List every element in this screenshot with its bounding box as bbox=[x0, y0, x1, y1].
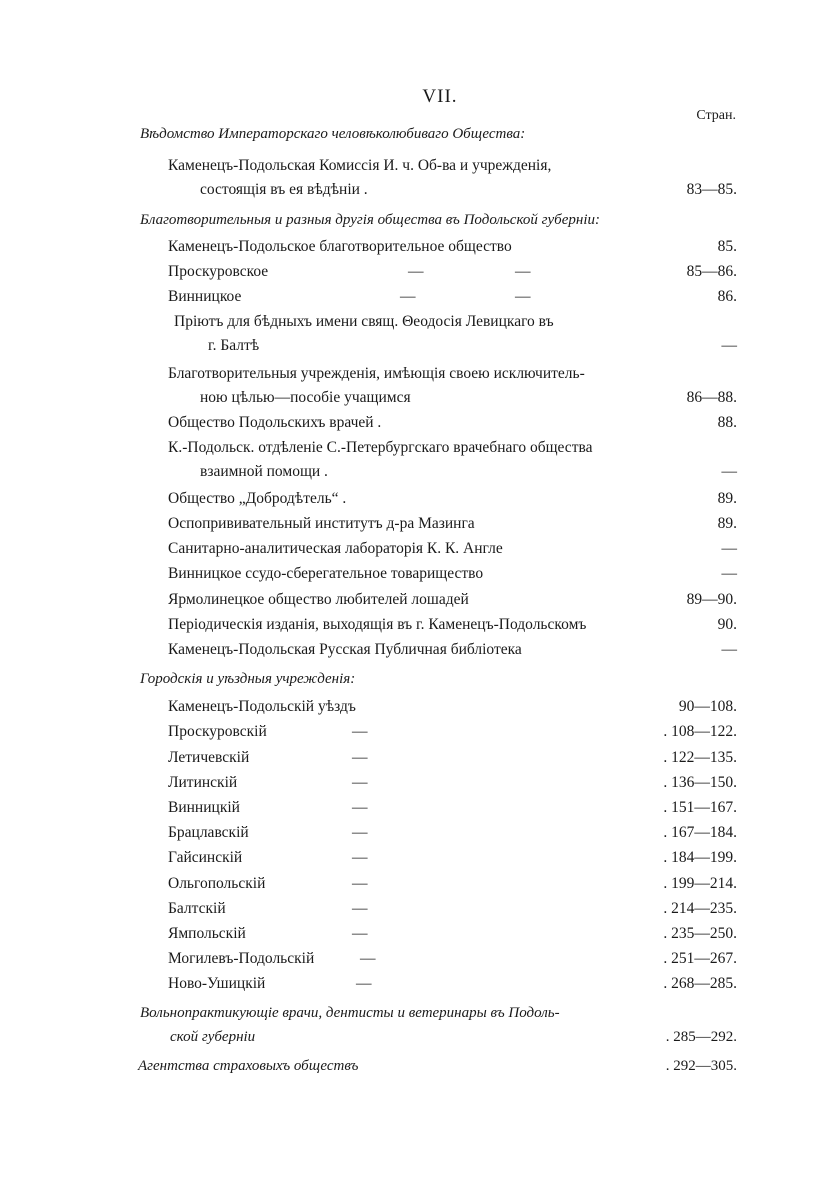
entry-pages: . 167—184. bbox=[663, 824, 737, 841]
entry-pages: . 184—199. bbox=[663, 849, 737, 866]
entry-title: состоящія въ ея вѣдѣніи . bbox=[200, 181, 368, 198]
entry-title: Періодическія изданія, выходящія въ г. Каменецъ-Подольскомъ bbox=[168, 616, 587, 633]
entry-title: Каменецъ-Подольскій уѣздъ bbox=[168, 698, 356, 715]
ditto-mark: — bbox=[408, 263, 424, 280]
section-heading-text: Вольнопрактикующіе врачи, дентисты и ветеринары въ Подоль- bbox=[140, 1005, 560, 1021]
entry-pages: . 235—250. bbox=[663, 925, 737, 942]
entry-title: Могилевъ-Подольскій bbox=[168, 950, 315, 967]
entry-title: Пріютъ для бѣдныхъ имени свящ. Θеодосія Левицкаго въ bbox=[174, 313, 554, 330]
entry-title: К.-Подольск. отдѣленіе С.-Петербургскаго врачебнаго общества bbox=[168, 439, 593, 456]
entry-pages: . 122—135. bbox=[663, 749, 737, 766]
ditto-mark: — bbox=[352, 849, 368, 866]
ditto-mark: — bbox=[352, 774, 368, 791]
entry-pages: 85—86. bbox=[686, 263, 737, 280]
entry-pages: . 251—267. bbox=[663, 950, 737, 967]
entry-pages: . 136—150. bbox=[663, 774, 737, 791]
entry-title: Каменецъ-Подольская Русская Публичная библіотека bbox=[168, 641, 522, 658]
section-heading-text: Городскія и уѣздныя учрежденія: bbox=[140, 671, 356, 687]
section-heading-text: Вѣдомство Императорскаго человѣколюбиваго Общества: bbox=[140, 126, 526, 142]
entry-pages: 89—90. bbox=[686, 591, 737, 608]
entry-title: Проскуровскій bbox=[168, 723, 267, 740]
entry-title: Винницкое ссудо-сберегательное товарищество bbox=[168, 565, 484, 582]
entry-title: Ольгопольскій bbox=[168, 875, 266, 892]
entry-pages: 88. bbox=[717, 414, 737, 431]
ditto-mark: — bbox=[515, 263, 531, 280]
entry-pages: . 292—305. bbox=[665, 1058, 737, 1074]
entry-pages: 86. bbox=[717, 288, 737, 305]
entry-pages: 90. bbox=[717, 616, 737, 633]
entry-pages: 85. bbox=[717, 238, 737, 255]
entry-title: Общество Подольскихъ врачей . bbox=[168, 414, 382, 431]
ditto-mark: — bbox=[515, 288, 531, 305]
entry-title: Проскуровское bbox=[168, 263, 269, 280]
ditto-mark: — bbox=[352, 900, 368, 917]
entry-title: Гайсинскій bbox=[168, 849, 243, 866]
entry-title: Санитарно-аналитическая лабораторія К. К. Англе bbox=[168, 540, 503, 557]
entry-title: Общество „Добродѣтель“ . bbox=[168, 490, 347, 507]
entry-title: взаимной помощи . bbox=[200, 463, 328, 480]
ditto-mark: — bbox=[400, 288, 416, 305]
ditto-mark: — bbox=[356, 975, 372, 992]
entry-title: ской губерніи bbox=[170, 1029, 256, 1045]
entry-title: Литинскій bbox=[168, 774, 238, 791]
entry-pages: . 199—214. bbox=[663, 875, 737, 892]
entry-title: Летичевскій bbox=[168, 749, 250, 766]
entry-title: Ямпольскій bbox=[168, 925, 246, 942]
entry-title: Каменецъ-Подольская Комиссія И. ч. Об-ва и учрежденія, bbox=[168, 157, 552, 174]
entry-pages: . 285—292. bbox=[665, 1029, 737, 1045]
entry-title: Винницкое bbox=[168, 288, 242, 305]
entry-pages: — bbox=[721, 463, 737, 480]
section-heading-text: Агентства страховыхъ обществъ bbox=[138, 1058, 359, 1074]
entry-title: Брацлавскій bbox=[168, 824, 249, 841]
entry-title: Винницкій bbox=[168, 799, 240, 816]
ditto-mark: — bbox=[352, 799, 368, 816]
entry-pages: . 151—167. bbox=[663, 799, 737, 816]
entry-title: Каменецъ-Подольское благотворительное общество bbox=[168, 238, 512, 255]
ditto-mark: — bbox=[360, 950, 376, 967]
page-number: VII. bbox=[422, 86, 458, 107]
entry-pages: — bbox=[721, 337, 737, 354]
entry-pages: . 214—235. bbox=[663, 900, 737, 917]
entry-pages: 90—108. bbox=[678, 698, 737, 715]
entry-pages: 86—88. bbox=[686, 389, 737, 406]
column-header: Стран. bbox=[696, 108, 736, 123]
entry-title: Балтскій bbox=[168, 900, 226, 917]
entry-pages: 89. bbox=[717, 490, 737, 507]
entry-title: Благотворительныя учрежденія, имѣющія своею исключитель- bbox=[168, 365, 585, 382]
ditto-mark: — bbox=[352, 925, 368, 942]
entry-pages: 89. bbox=[717, 515, 737, 532]
entry-pages: . 268—285. bbox=[663, 975, 737, 992]
entry-title: ною цѣлью—пособіе учащимся bbox=[200, 389, 411, 406]
ditto-mark: — bbox=[352, 723, 368, 740]
entry-title: Ярмолинецкое общество любителей лошадей bbox=[168, 591, 469, 608]
entry-title: Ново-Ушицкій bbox=[168, 975, 266, 992]
entry-pages: — bbox=[721, 641, 737, 658]
entry-pages: — bbox=[721, 565, 737, 582]
ditto-mark: — bbox=[352, 824, 368, 841]
entry-pages: . 108—122. bbox=[663, 723, 737, 740]
ditto-mark: — bbox=[352, 875, 368, 892]
ditto-mark: — bbox=[352, 749, 368, 766]
section-heading-text: Благотворительныя и разныя другія общества въ Подольской губерніи: bbox=[140, 212, 600, 228]
entry-pages: 83—85. bbox=[686, 181, 737, 198]
entry-pages: — bbox=[721, 540, 737, 557]
entry-title: г. Балтѣ bbox=[208, 337, 260, 354]
entry-title: Оспопрививательный институтъ д-ра Мазинга bbox=[168, 515, 475, 532]
